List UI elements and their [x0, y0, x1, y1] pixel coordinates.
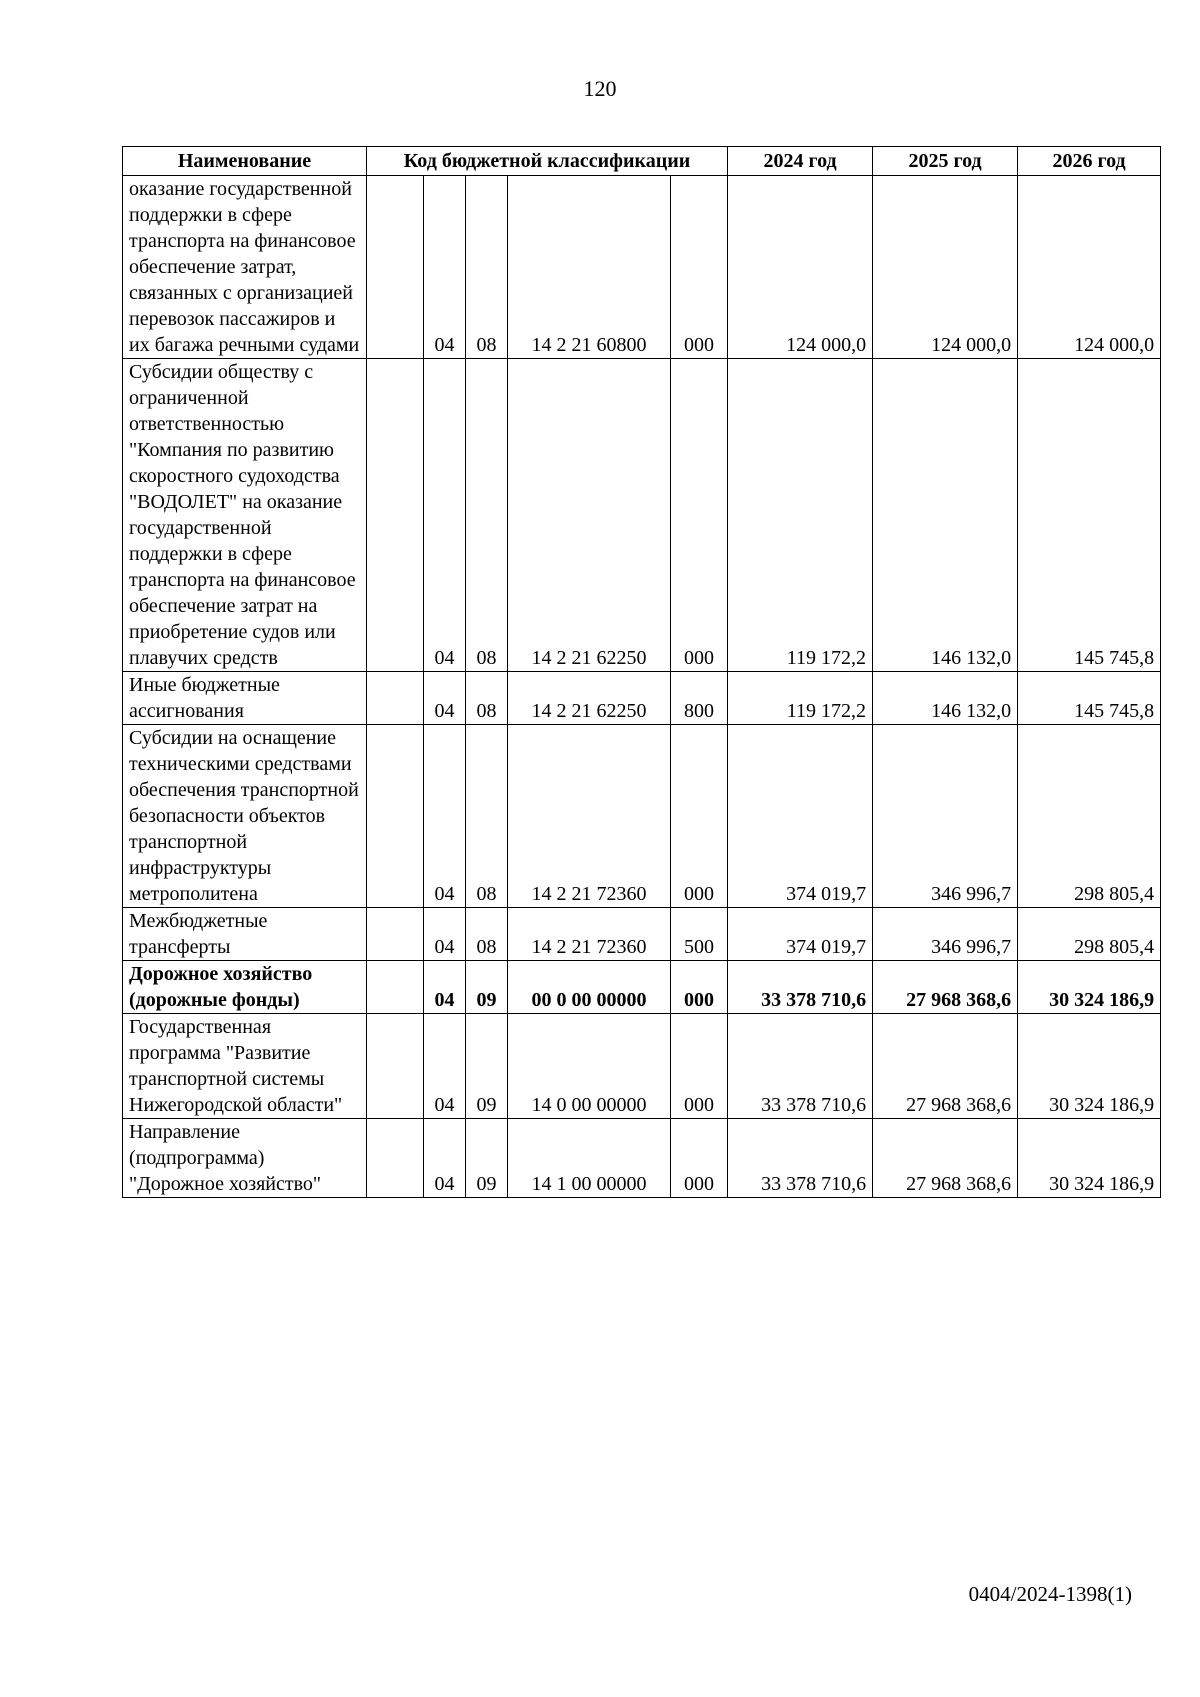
- value-2026: 124 000,0: [1018, 176, 1161, 359]
- value-2025: 124 000,0: [873, 176, 1018, 359]
- row-name: Иные бюджетные ассигнования: [123, 672, 367, 725]
- code-section: 04: [424, 359, 466, 672]
- row-name: Субсидии обществу с ограниченной ответственностью "Компания по развитию скоростного судоходства "ВОДОЛЕТ" на оказание государственной поддержки в сфере транспорта на финансовое обеспечение затрат на приобретение судов или плавучих средств: [123, 359, 367, 672]
- code-section: 04: [424, 1119, 466, 1198]
- code-cell-0: [367, 359, 424, 672]
- row-name: Направление (подпрограмма) "Дорожное хозяйство": [123, 1119, 367, 1198]
- value-2026: 145 745,8: [1018, 359, 1161, 672]
- code-subsection: 09: [466, 1014, 508, 1119]
- code-subsection: 08: [466, 725, 508, 908]
- code-subsection: 09: [466, 961, 508, 1014]
- value-2024: 33 378 710,6: [728, 961, 873, 1014]
- row-name: Субсидии на оснащение техническими средствами обеспечения транспортной безопасности объектов транспортной инфраструктуры метрополитена: [123, 725, 367, 908]
- value-2025: 346 996,7: [873, 725, 1018, 908]
- table-row: [123, 908, 1161, 961]
- value-2025: 346 996,7: [873, 908, 1018, 961]
- code-section: 04: [424, 672, 466, 725]
- value-2025: 146 132,0: [873, 359, 1018, 672]
- code-expense-type: 000: [671, 961, 728, 1014]
- header-2026: 2026 год: [1018, 147, 1161, 176]
- code-cell-0: [367, 1014, 424, 1119]
- code-section: 04: [424, 725, 466, 908]
- code-section: 04: [424, 1014, 466, 1119]
- table-row: [123, 725, 1161, 908]
- code-target-article: 14 0 00 00000: [508, 1014, 671, 1119]
- value-2026: 145 745,8: [1018, 672, 1161, 725]
- value-2024: 119 172,2: [728, 672, 873, 725]
- table-body: [123, 176, 1161, 1198]
- code-cell-0: [367, 1119, 424, 1198]
- header-2024: 2024 год: [728, 147, 873, 176]
- code-expense-type: 000: [671, 725, 728, 908]
- code-section: 04: [424, 908, 466, 961]
- code-subsection: 08: [466, 908, 508, 961]
- row-name: Государственная программа "Развитие транспортной системы Нижегородской области": [123, 1014, 367, 1119]
- table-row: [123, 961, 1161, 1014]
- header-name: Наименование: [123, 147, 367, 176]
- code-expense-type: 000: [671, 1119, 728, 1198]
- value-2026: 30 324 186,9: [1018, 1119, 1161, 1198]
- value-2026: 298 805,4: [1018, 725, 1161, 908]
- code-cell-0: [367, 176, 424, 359]
- code-target-article: 14 2 21 62250: [508, 359, 671, 672]
- code-cell-0: [367, 672, 424, 725]
- code-cell-0: [367, 961, 424, 1014]
- value-2024: 124 000,0: [728, 176, 873, 359]
- code-expense-type: 800: [671, 672, 728, 725]
- table-header-row: [123, 147, 1161, 176]
- code-target-article: 14 2 21 62250: [508, 672, 671, 725]
- document-id: 0404/2024-1398(1): [968, 1582, 1132, 1606]
- code-expense-type: 000: [671, 359, 728, 672]
- value-2026: 30 324 186,9: [1018, 961, 1161, 1014]
- value-2026: 30 324 186,9: [1018, 1014, 1161, 1119]
- code-expense-type: 000: [671, 1014, 728, 1119]
- value-2024: 119 172,2: [728, 359, 873, 672]
- code-target-article: 14 2 21 72360: [508, 908, 671, 961]
- value-2026: 298 805,4: [1018, 908, 1161, 961]
- page-number: 120: [583, 76, 617, 101]
- code-subsection: 08: [466, 672, 508, 725]
- value-2024: 33 378 710,6: [728, 1119, 873, 1198]
- code-expense-type: 000: [671, 176, 728, 359]
- code-target-article: 00 0 00 00000: [508, 961, 671, 1014]
- row-name: Дорожное хозяйство (дорожные фонды): [123, 961, 367, 1014]
- value-2025: 27 968 368,6: [873, 961, 1018, 1014]
- row-name: Межбюджетные трансферты: [123, 908, 367, 961]
- code-target-article: 14 2 21 72360: [508, 725, 671, 908]
- table-row: [123, 176, 1161, 359]
- value-2024: 374 019,7: [728, 908, 873, 961]
- code-expense-type: 500: [671, 908, 728, 961]
- code-subsection: 09: [466, 1119, 508, 1198]
- value-2025: 27 968 368,6: [873, 1119, 1018, 1198]
- code-target-article: 14 1 00 00000: [508, 1119, 671, 1198]
- code-subsection: 08: [466, 176, 508, 359]
- value-2024: 33 378 710,6: [728, 1014, 873, 1119]
- code-cell-0: [367, 725, 424, 908]
- code-target-article: 14 2 21 60800: [508, 176, 671, 359]
- code-section: 04: [424, 176, 466, 359]
- header-code: Код бюджетной классификации: [367, 147, 728, 176]
- row-name: оказание государственной поддержки в сфере транспорта на финансовое обеспечение затрат, связанных с организацией перевозок пассажиров и их багажа речными судами: [123, 176, 367, 359]
- code-subsection: 08: [466, 359, 508, 672]
- table-row: [123, 1014, 1161, 1119]
- code-section: 04: [424, 961, 466, 1014]
- code-cell-0: [367, 908, 424, 961]
- value-2024: 374 019,7: [728, 725, 873, 908]
- value-2025: 27 968 368,6: [873, 1014, 1018, 1119]
- header-2025: 2025 год: [873, 147, 1018, 176]
- table-row: [123, 672, 1161, 725]
- value-2025: 146 132,0: [873, 672, 1018, 725]
- table-row: [123, 1119, 1161, 1198]
- budget-table: [122, 146, 1161, 1198]
- table-row: [123, 359, 1161, 672]
